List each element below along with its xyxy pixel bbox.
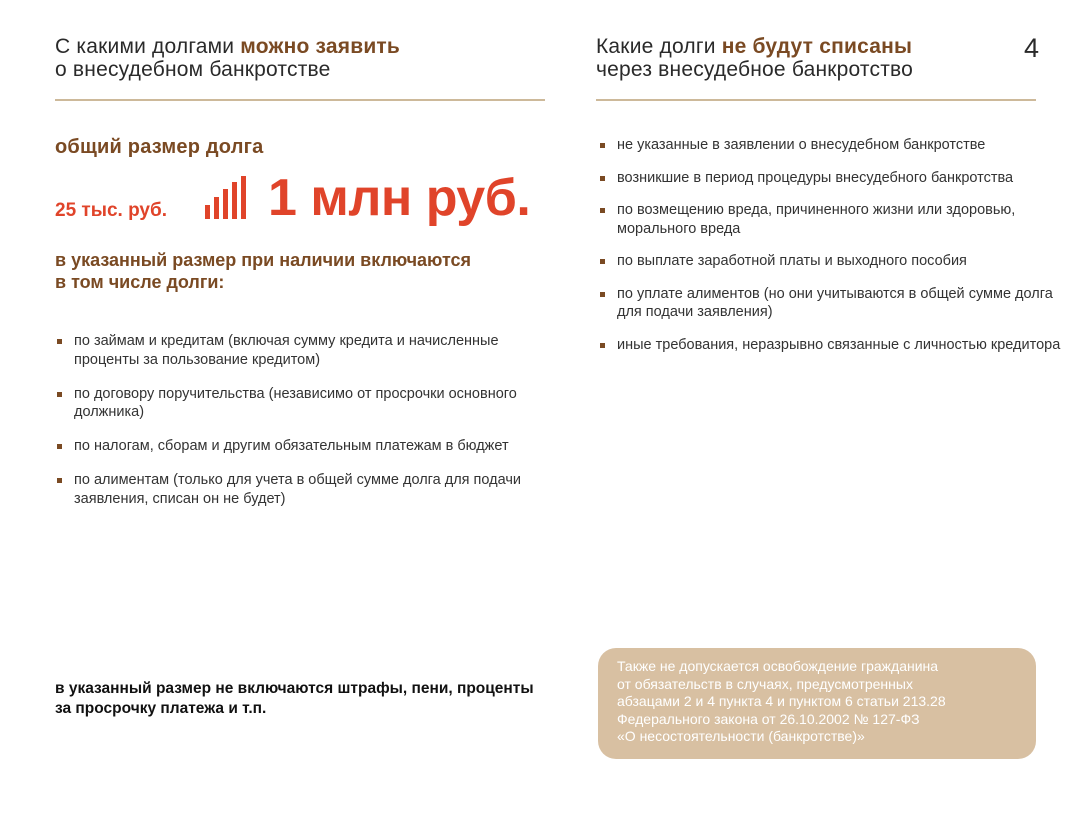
list-item: иные требования, неразрывно связанные с личностью кредитора [598, 336, 1068, 355]
bar-chart-growth-icon [205, 175, 257, 219]
left-title-line2: о внесудебном банкротстве [55, 58, 331, 81]
list-item: возникшие в период процедуры внесудебного банкротства [598, 169, 1068, 188]
right-column-title [596, 35, 913, 81]
list-item: по займам и кредитам (включая сумму кредита и начисленные проценты за пользование кредитом) [55, 332, 535, 369]
list-item: по алиментам (только для учета в общей сумме долга для подачи заявления, списан он не будет) [55, 471, 535, 508]
left-column-title [55, 35, 400, 81]
list-item: по налогам, сборам и другим обязательным платежам в бюджет [55, 437, 535, 456]
list-item: по договору поручительства (независимо от просрочки основного должника) [55, 385, 535, 422]
excluded-note: в указанный размер не включаются штрафы, пени, проценты за просрочку платежа и т.п. [55, 680, 534, 717]
list-item: по уплате алиментов (но они учитываются в общей сумме долга для подачи заявления) [598, 285, 1068, 322]
page-number: 4 [1023, 33, 1039, 63]
right-divider [596, 99, 1036, 101]
list-item: по возмещению вреда, причиненного жизни или здоровью, морального вреда [598, 201, 1068, 238]
right-title-accent: не будут списаны [721, 35, 913, 58]
right-title-prefix: Какие долги [596, 35, 722, 58]
debt-range-from: 25 тыс. руб. [55, 200, 168, 221]
left-title-prefix: С какими долгами [55, 35, 241, 58]
right-title-line2: через внесудебное банкротство [596, 58, 914, 81]
list-item: не указанные в заявлении о внесудебном банкротстве [598, 136, 1068, 155]
left-title-accent: можно заявить [240, 35, 401, 58]
debt-range-to: 1 млн руб. [268, 169, 531, 227]
legal-note-box [598, 648, 1036, 759]
legal-note-text: Также не допускается освобождение гражданина от обязательств в случаях, предусмотренных абзацами 2 и 4 пункта 4 и пунктом 6 статьи 213.28 Федерального закона от 26.10.2002 № 127-ФЗ «О несостоятельности (банкротстве)» [617, 658, 946, 744]
left-divider [55, 99, 545, 101]
included-debts-heading: в указанный размер при наличии включаются в том числе долги: [55, 250, 472, 292]
included-debts-list [55, 332, 535, 524]
debt-amount-heading: общий размер долга [55, 136, 264, 158]
not-written-off-list [598, 136, 1068, 368]
list-item: по выплате заработной платы и выходного пособия [598, 252, 1068, 271]
